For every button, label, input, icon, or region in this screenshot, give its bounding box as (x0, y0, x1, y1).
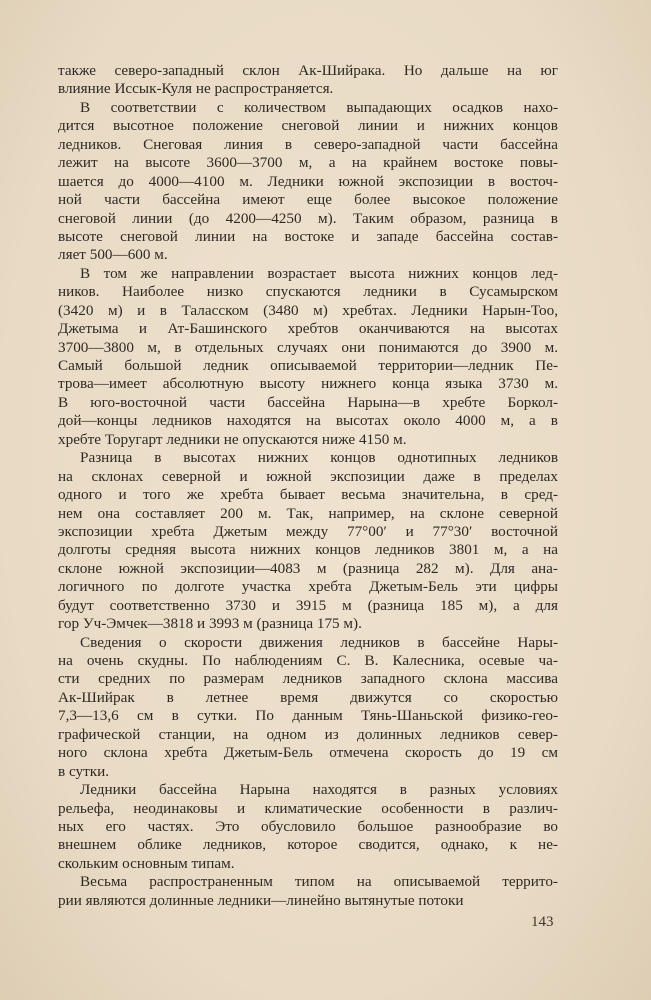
text-line: Разница в высотах нижних концов однотипных ледников (80, 449, 558, 467)
text-line: В том же направлении возрастает высота нижних концов лед- (80, 264, 559, 282)
text-line: трова—имеет абсолютную высоту нижнего конца языка 3730 м. (58, 375, 559, 393)
text-line: ляет 500—600 м. (58, 246, 168, 264)
text-line: на очень скудны. По наблюдениям С. В. Калесника, осевые ча- (58, 652, 558, 669)
text-line: Сведения о скорости движения ледников в бассейне Нары- (80, 633, 558, 651)
text-line: экспозиции хребта Джетым между 77°00′ и 77°30′ восточной (58, 522, 559, 540)
text-line: снеговой линии (до 4200—4250 м). Таким образом, разница в (58, 209, 558, 227)
text-line: гор Уч-Эмчек—3818 и 3993 м (разница 175 м). (58, 615, 362, 633)
text-line: рельефа, неодинаковы и климатические особенности в различ- (58, 799, 558, 817)
paragraph (58, 873, 558, 910)
paragraph (58, 449, 558, 633)
text-line: 7,3—13,6 см в сутки. По данным Тянь-Шаньской физико-гео- (58, 707, 559, 725)
paragraph (58, 634, 558, 782)
text-line: высоте снеговой линии на востоке и западе бассейна состав- (58, 227, 559, 245)
text-line: логичного по долготе участка хребта Джетым-Бель эти цифры (58, 578, 559, 596)
text-line: ников. Наиболее низко спускаются ледники в Сусамырском (58, 283, 558, 301)
text-line: лежит на высоте 3600—3700 м, а на крайнем востоке повы- (58, 154, 558, 172)
text-line: одного и того же хребта бывает весьма значительна, в сред- (58, 486, 559, 504)
text-line: хребте Торугарт ледники не опускаются ниже 4150 м. (58, 430, 407, 448)
text-line: ледников. Снеговая линия в северо-западной части бассейна (58, 135, 558, 153)
text-line: внешнем облике ледников, которое сводится, однако, к не- (58, 836, 558, 854)
text-line: на склонах северной и южной экспозиции даже в пределах (58, 467, 558, 485)
text-line: долготы средняя высота нижних концов ледников 3801 м, а на (58, 541, 558, 559)
text-line: скольким основным типам. (58, 854, 235, 872)
text-line: 3700—3800 м, в отдельных случаях они понимаются до 3900 м. (58, 338, 559, 356)
paragraph (58, 62, 558, 99)
text-line: (3420 м) и в Таласском (3480 м) хребтах. Ледники Нарын-Тоо, (58, 301, 558, 319)
text-line: рии являются долинные ледники—линейно вытянутые потоки (58, 891, 464, 909)
text-line: в сутки. (58, 762, 110, 780)
text-line: Самый большой ледник описываемой территории—ледник Пе- (58, 357, 559, 374)
text-line: В юго-восточной части бассейна Нарына—в хребте Боркол- (58, 393, 559, 411)
text-line: ного склона хребта Джетым-Бель отмечена скорость до 19 см (58, 744, 558, 762)
text-line: нем она составляет 200 м. Так, например, на склоне северной (58, 504, 558, 522)
text-line: ной части бассейна имеют еще более высокое положение (58, 191, 558, 209)
page-number: 143 (531, 914, 554, 930)
text-line: влияние Иссык-Куля не распространяется. (58, 80, 334, 98)
paragraph (58, 265, 558, 449)
text-line: шается до 4000—4100 м. Ледники южной экспозиции в восточ- (58, 172, 558, 190)
body-text (58, 62, 558, 910)
text-line: Ледники бассейна Нарына находятся в разных условиях (80, 781, 559, 799)
text-line: Ак-Шийрак в летнее время движутся со скоростью (58, 688, 559, 706)
text-line: сти средних по размерам ледников западного склона массива (58, 670, 558, 688)
text-line: графической станции, на одном из долинных ледников север- (58, 725, 558, 743)
text-line: Джетыма и Ат-Башинского хребтов оканчиваются на высотах (58, 320, 558, 338)
paragraph (58, 781, 558, 873)
text-line: склоне южной экспозиции—4083 м (разница 282 м). Для ана- (58, 559, 558, 577)
text-line: также северо-западный склон Ак-Шийрака. Но дальше на юг (58, 62, 558, 79)
text-line: дой—концы ледников находятся на высотах около 4000 м, а в (58, 412, 558, 430)
text-line: ных его частях. Это обусловило большое разнообразие во (58, 817, 558, 835)
text-line: В соответствии с количеством выпадающих осадков нахо- (80, 98, 558, 116)
paragraph (58, 99, 558, 265)
text-line: будут соответственно 3730 и 3915 м (разница 185 м), а для (58, 596, 558, 614)
text-line: Весьма распространенным типом на описываемой террито- (80, 873, 558, 891)
text-line: дится высотное положение снеговой линии и нижних концов (58, 117, 558, 135)
